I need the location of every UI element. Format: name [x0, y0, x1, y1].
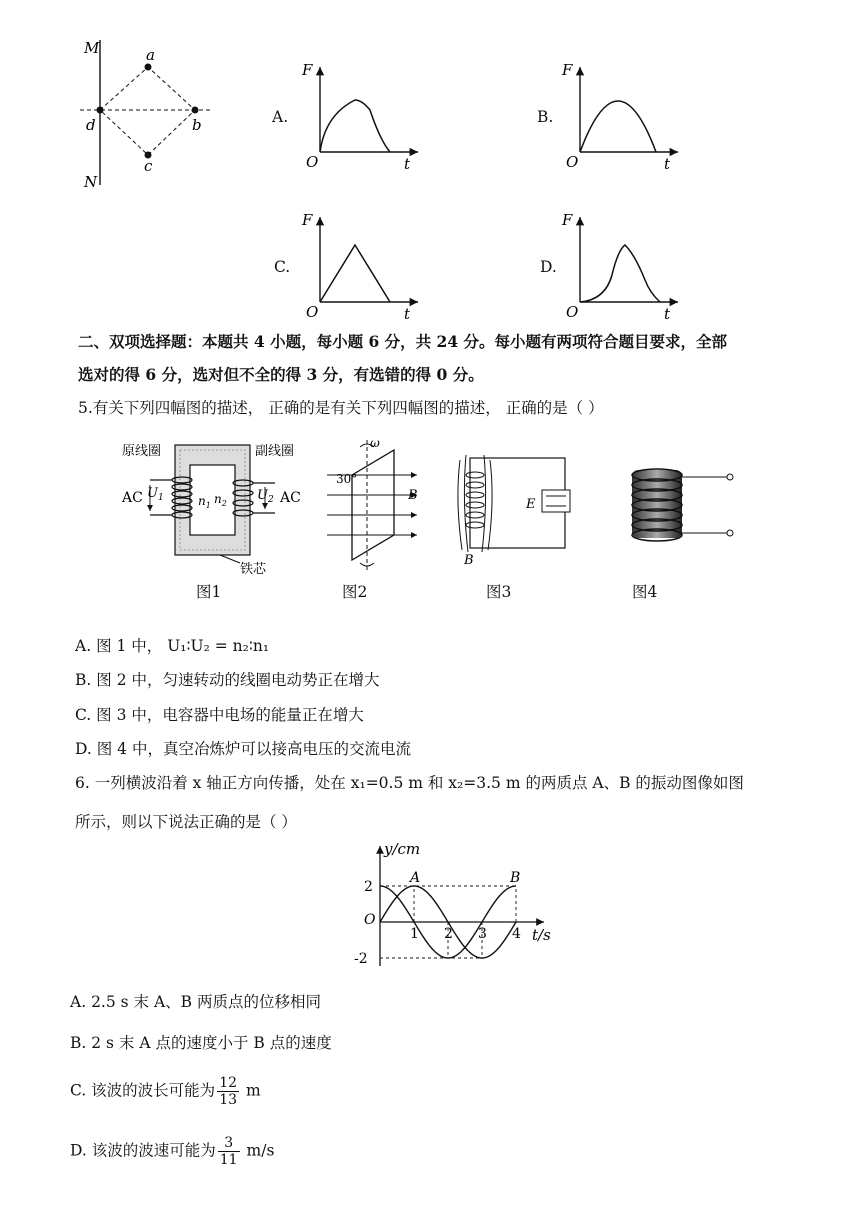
q5-caption-4: 图4	[632, 583, 658, 601]
q5-option-B[interactable]: B. 图 2 中，匀速转动的线圈电动势正在增大	[75, 671, 380, 689]
fraction: $\frac{3}{11}$	[219, 1135, 238, 1168]
graph-option-A	[300, 55, 430, 175]
x-axis-label: t/s	[532, 926, 551, 944]
y-tick-label: 2	[364, 879, 373, 895]
x-tick-label: 4	[512, 926, 521, 942]
series-label-A: A	[410, 870, 421, 886]
q6-option-D[interactable]: D. 该波的波速可能为 $\frac{3}{11}$ m/s	[70, 1135, 275, 1168]
svg-text:U1: $U_1$	[147, 486, 164, 503]
svg-text:O: O	[306, 303, 319, 321]
svg-text:F: F	[302, 61, 313, 79]
svg-text:n2: $n_2$	[214, 492, 227, 508]
svg-text:t: t	[664, 155, 671, 173]
svg-text:AC: AC	[280, 490, 301, 506]
svg-text:E: E	[526, 497, 536, 512]
svg-text:O: O	[566, 153, 579, 171]
svg-text:ω: ω	[370, 436, 380, 450]
q5-fig3-lc-circuit	[450, 440, 580, 570]
x-tick-label: 3	[478, 926, 487, 942]
q6-stem-line2: 所示，则以下说法正确的是（ ）	[75, 813, 297, 831]
section2-line2: 选对的得 6 分，选对但不全的得 3 分，有选错的得 0 分。	[78, 365, 484, 384]
q6-vibration-chart	[350, 840, 560, 975]
label-d: d	[86, 116, 96, 134]
svg-text:F: F	[562, 211, 573, 229]
svg-text:铁芯: 铁芯	[240, 562, 267, 575]
q5-option-C[interactable]: C. 图 3 中，电容器中电场的能量正在增大	[75, 706, 364, 724]
svg-text:O: O	[306, 153, 319, 171]
series-label-B: B	[510, 870, 521, 886]
y-axis-label: y/cm	[384, 840, 421, 858]
fraction: $\frac{12}{13}$	[219, 1075, 238, 1108]
svg-text:F: F	[562, 61, 573, 79]
q5-fig4-furnace	[620, 455, 740, 550]
label-b: b	[192, 116, 202, 134]
q6-option-A[interactable]: A. 2.5 s 末 A、B 两质点的位移相同	[70, 993, 321, 1011]
section2-line1: 二、双项选择题：本题共 4 小题，每小题 6 分，共 24 分。每小题有两项符合题目要求，全部	[78, 332, 728, 351]
label-c: c	[144, 157, 153, 175]
svg-text:原线圈: 原线圈	[122, 444, 162, 459]
x-tick-label: 2	[444, 926, 453, 942]
svg-text:F: F	[302, 211, 313, 229]
graph-option-B-key: B.	[537, 108, 554, 126]
q5-caption-1: 图1	[196, 583, 222, 601]
q5-stem: 5.有关下列四幅图的描述， 正确的是有关下列四幅图的描述， 正确的是（ ）	[78, 399, 604, 417]
graph-option-C-key: C.	[274, 258, 291, 276]
q5-option-A[interactable]: A. 图 1 中， U₁∶U₂ = n₂∶n₁	[75, 637, 270, 655]
graph-option-A-key: A.	[272, 108, 289, 126]
svg-text:t: t	[404, 155, 411, 173]
q6-option-C[interactable]: C. 该波的波长可能为 $\frac{12}{13}$ m	[70, 1075, 261, 1108]
svg-text:30°: 30°	[336, 472, 358, 486]
graph-option-D	[560, 205, 690, 325]
q6-option-B[interactable]: B. 2 s 末 A 点的速度小于 B 点的速度	[70, 1034, 332, 1052]
svg-text:O: O	[566, 303, 579, 321]
graph-option-D-key: D.	[540, 258, 557, 276]
label-M: M	[84, 39, 100, 57]
graph-option-B	[560, 55, 690, 175]
svg-text:副线圈: 副线圈	[255, 444, 295, 459]
q5-caption-3: 图3	[486, 583, 512, 601]
q5-option-D[interactable]: D. 图 4 中，真空冶炼炉可以接高电压的交流电流	[75, 740, 411, 758]
origin-label: O	[364, 912, 376, 928]
charge-diagram	[70, 35, 220, 195]
svg-text:n1: $n_1$	[198, 494, 211, 510]
svg-text:AC: AC	[122, 490, 143, 506]
svg-text:t: t	[404, 305, 411, 323]
y-tick-label: -2	[354, 951, 368, 967]
svg-text:B: B	[464, 553, 474, 568]
svg-text:U2: $U_2$	[257, 488, 274, 505]
svg-text:B: B	[408, 488, 418, 503]
label-a: a	[146, 46, 155, 64]
q5-fig1-transformer	[110, 435, 310, 575]
q6-stem-line1: 6. 一列横波沿着 x 轴正方向传播，处在 x₁=0.5 m 和 x₂=3.5 m 的两质点 A、B 的振动图像如图	[75, 774, 744, 792]
q5-caption-2: 图2	[342, 583, 368, 601]
label-N: N	[84, 173, 98, 191]
svg-text:t: t	[664, 305, 671, 323]
x-tick-label: 1	[410, 926, 419, 942]
graph-option-C	[300, 205, 430, 325]
q5-fig2-coil	[322, 435, 432, 575]
